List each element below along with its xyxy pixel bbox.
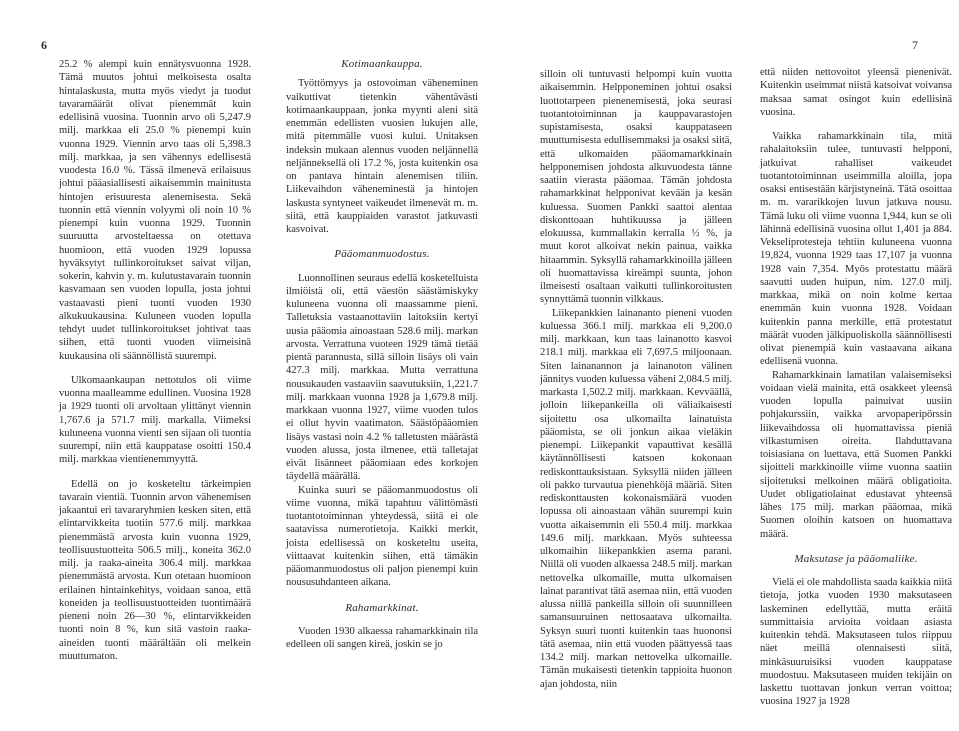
page-number-left: 6: [41, 38, 47, 52]
column-3: [540, 68, 732, 691]
paragraph: Vaikka rahamarkkinain tila, mitä rahalaitoksiin tulee, tuntuvasti helpponi, jatkuivat rahalliset vaikeudet tuotantotoiminnan useimmilla aloilla, jopa osaksi entisestään kärjistyneinä. Tätä osoittaa m. m. vararikkojen luvun jatkuva nousu. Tämä luku oli viime vuonna 1,944, kun se oli lähinnä edellisinä vuosina ollut 1,401 ja 884. Vekseliprotesteja tehtiin kuluneena vuonna 19,824, vuonna 1929 taas 17,107 ja vuonna 1928 vain 7,354. Myös protestattu määrä saavutti uuden huipun, nim. 127.0 milj. markkaa, mikä on noin kolme kertaa enemmän kuin vuonna 1928. Voidaan kuitenkin panna merkille, että protestatut määrät vuoden jälkipuoliskolla säännöllisesti olivat pienempiä kuin vastaavana aikana edellisenä vuonna.: [760, 131, 952, 368]
paragraph: Rahamarkkinain lamatilan valaisemiseksi voidaan vielä mainita, että osakkeet yleensä vuoden lopulla painuivat uusiin pohjakurssiin, vaikka arvopaperipörssin liikevaihdossa oli huomattavissa pieniä vilkastumisen oireita. Ilahduttavana toisiasiana on luettava, että Suomen Pankki sijoitteli markkinoille viime vuonna saatiin sijoitetuksi melkoinen määrä obligatioita. Uudet obligatiolainat edustavat yhteensä lähes 175 milj. markan pääomaa, mikä Suomen oloihin katsoen on huomattava määrä.: [760, 369, 952, 540]
paragraph: Liikepankkien lainananto pieneni vuoden kuluessa 366.1 milj. markkaa eli 9,200.0 milj. markkaan, kun taas lainanotto kasvoi 218.1 milj. markkaa eli 7,697.5 miljoonaan. Siten lainanannon ja lainanoton välinen jännitys vuoden kuluessa väheni 2,084.5 milj. markasta 1,502.2 milj. markkaan. Kevväällä, jolloin liikepankeilla oli väliaikaisesti sijoitettu osa ulkomailta lainatuista pääomista, se oli jonkun aikaa vieläkin pienempi. Liikepankit vapauttivat kesällä käytännöllisesti katsoen kokonaan rediskonttauksistaan. Syksyllä niiden jälleen oli pakko turvautua pienehköjä määriä. Siten rediskonttausten kokonaismäärä vuoden lopussa oli ainoastaan vähän suurempi kuin vuotta aikaisemmin eli 550.4 milj. markkaa 149.6 milj. markkaan. Myös suhteessa ulkomaihin liikepankkien asema parani. Niillä oli vuoden alkaessa 248.5 milj. markan nettovelka ulkomaille, mutta ulkomaisen lainat parantivat tätä asemaa niin, että vuoden alussa niillä pankeilla silloin oli suunnilleen samansuuruinen nettosaatava ulkomailta. Syksyn suuri tuonti kuitenkin taas huononsi tätä asemaa, niin että vuoden päättyessä taas 134.2 milj. markan nettovelka ulkomaille. Tämän mukaisesti tietenkin tappioita huonon ajan johdosta, niin: [540, 307, 732, 690]
section-heading-paaomanmuodostus: Pääomanmuodostus.: [334, 248, 430, 261]
paragraph: Työttömyys ja ostovoiman väheneminen vaikuttivat tietenkin vähentävästi kotimaankauppaan, jonka myynti aleni sitä enemmän edellisten vuosien lukujen alle, mitä pitemmälle vuosi kului. Unitaksen indeksin mukaan alennus vuoden neljännellä neljänneksellä oli 17.2 %, josta kuitenkin osa on pantava hintain alenemisen tiliin. Liikevaihdon väheneminestä ja hintojen laskusta syntyneet vaikeudet ilmenevät m. m. siitä, että kauppiaiden varastot jatkuvasti kasvoivat.: [286, 78, 478, 235]
paragraph: Kuinka suuri se pääomanmuodostus oli viime vuonna, mikä tapahtuu välittömästi tuotantotoiminnan yhteydessä, siitä ei ole saatavissa numerotietoja. Kaikki merkit, joista edellisessä on kosketeltu useita, viittaavat kuitenkin siihen, että tämäkin pääomanmuodostus oli paljon pienempi kuin noususuhdanteen aikana.: [286, 484, 478, 589]
paragraph: 25.2 % alempi kuin ennätysvuonna 1928. Tämä muutos johtui melkoisesta osalta hintalaskusta, mutta myös viedyt ja tuodut tavaramäärät olivat pienemmät kuin edellisinä vuosina. Tuonnin arvo oli 5,247.9 milj. markkaa eli 25.0 % pienempi kuin vuonna 1929. Viennin arvo taas oli 5,398.3 milj. markkaa, ja sen vähennys edellisestä vuodesta 16.0 %. Tässä ilmenevä erilaisuus johtui pääasiallisesti aikaisemmin mainitusta hintojen erisuuresta alenemisesta. Sekä tuonnin että viennin volyymi oli noin 10 % pienempi kuin vuonna 1929. Tuonnin suuruutta arvosteltaessa on otettava huomioon, että vuoden 1929 lopussa hyväksytyt tullinkoroitukset saivat viljan, sokerin, kahvin y. m. kulutustavarain tuonnin kasvamaan sen vuoden lopulla, josta johtui vastaavasti pieni tuonti vuoden 1930 alkukuukausina. Kuluneen vuoden lopulla tehdyt uudet tullinkoroitukset johtivat taas siihen, että tuonti vuoden viimeisinä kuukausina oli säännöllistä suurempi.: [59, 59, 251, 362]
paragraph: Vielä ei ole mahdollista saada kaikkia niitä tietoja, jotka vuoden 1930 maksutaseen laskeminen edellyttää, mutta eräitä summittaisia arvioita voidaan asiasta kuitenkin tehdä. Maksutaseen tulos riippuu näet meillä olennaisesti siitä, minkäsuuruisiksi vuoden kauppatase muodostuu. Maksutaseen muiden tekijäin on laskettu tuottavan jonkun verran voittoa; vuosina 1927 ja 1928: [760, 577, 952, 708]
section-heading-maksutase: Maksutase ja pääomaliike.: [794, 552, 918, 565]
column-4: [760, 66, 952, 709]
column-1: [59, 58, 251, 663]
page-number-right: 7: [912, 38, 918, 52]
paragraph: että niiden nettovoitot yleensä pienenivät. Kuitenkin useimmat niistä katsoivat voivansa maksaa samat osingot kuin edellisinä vuosina.: [760, 67, 952, 118]
paragraph: Ulkomaankaupan nettotulos oli viime vuonna maalleamme edullinen. Vuosina 1928 ja 1929 tuonti oli arvoltaan ylittänyt viennin 1,767.6 ja 571.7 milj. markalla. Viimeksi kuluneena vuonna vienti sen sijaan oli tuontia suurempi, niin että kauppatase osoitti 150.4 milj. markkaa vientienemmyyttä.: [59, 374, 251, 466]
section-heading-kotimaankauppa: Kotimaankauppa.: [341, 58, 423, 70]
paragraph: silloin oli tuntuvasti helpompi kuin vuotta aikaisemmin. Helpponeminen johtui osaksi luottotarpeen pienenemisestä, joka seurasi tuotantotoiminnan ja kauppavarastojen supistamisesta, osaksi kauppataseen muuttumisesta edullisemmaksi ja osaksi siitä, että ulkomaiden pääomamarkkinain helpponemisen johdosta alkuvuodesta tänne saatiin vierasta pääomaa. Tämän johdosta rahamarkkinat helpponivat kevään ja kesän kuluessa. Suomen Pankki saattoi alentaa diskonttoaan huhtikuussa ja jälleen elokuussa, kummallakin kerralla ½ %, ja muut korot alkoivat nekin painua, vaikka hitaammin. Syksyllä rahamarkkinoilla jälleen oli huomattavissa kireämpi suunta, johon ilmeisesti osaltaan vaikutti tullinkoroitusten synnyttämä tuonnin vilkkaus.: [540, 69, 732, 306]
column-2: [286, 58, 478, 651]
paragraph: Edellä on jo kosketeltu tärkeimpien tavarain vientiä. Tuonnin arvon vähenemisen jakaantui eri tavararyhmien kesken siten, että elintarvikkeita tuotiin 577.6 milj. markkaa pienemmästä arvosta kuin vuonna 1929, teollisuustuotteita 506.5 milj., koneita 362.0 milj. ja raaka-aineita 306.4 milj. markkaa pienemmästä arvosta. Kun otetaan huomioon erilainen hintainkehitys, voidaan sanoa, että koneiden ja teollisuustuotteiden tuontimäärä pieneni noin 26—30 %, elintarvikkeiden tuonti noin 8 %, kun sitä vastoin raaka-aineiden tuonti määrältään oli melkein muuttumaton.: [59, 478, 251, 662]
paragraph: Vuoden 1930 alkaessa rahamarkkinain tila edelleen oli sangen kireä, joskin se jo: [286, 625, 478, 650]
paragraph: Luonnollinen seuraus edellä kosketelluista ilmiöistä oli, että väestön säästämiskyky kuluneena vuonna oli maassamme pieni. Talletuksia vastaanottaviin laitoksiin kertyi uusia pääomia ainoastaan 528.6 milj. markan arvosta. Verrattuna vuoteen 1929 tämä tietää pientä parannusta, sillä silloin lisäys oli vain 427.3 milj. markkaa. Mutta verrattuna nousukauden vastaaviin saavutuksiin, 1,221.7 milj. markkaan vuonna 1928 ja 1,679.8 milj. markkaan vuonna 1927, viime vuoden tulos ei ollut hyvin vaatimaton. Säästöpääomien lisäys vastasi noin 4.2 % talletusten määrästä vuoden alussa, josta ilmenee, että talletajat eivät lisänneet pääomiaan edes korkojen täydellä määrällä.: [286, 272, 478, 483]
section-heading-rahamarkkinat: Rahamarkkinat.: [345, 601, 419, 614]
